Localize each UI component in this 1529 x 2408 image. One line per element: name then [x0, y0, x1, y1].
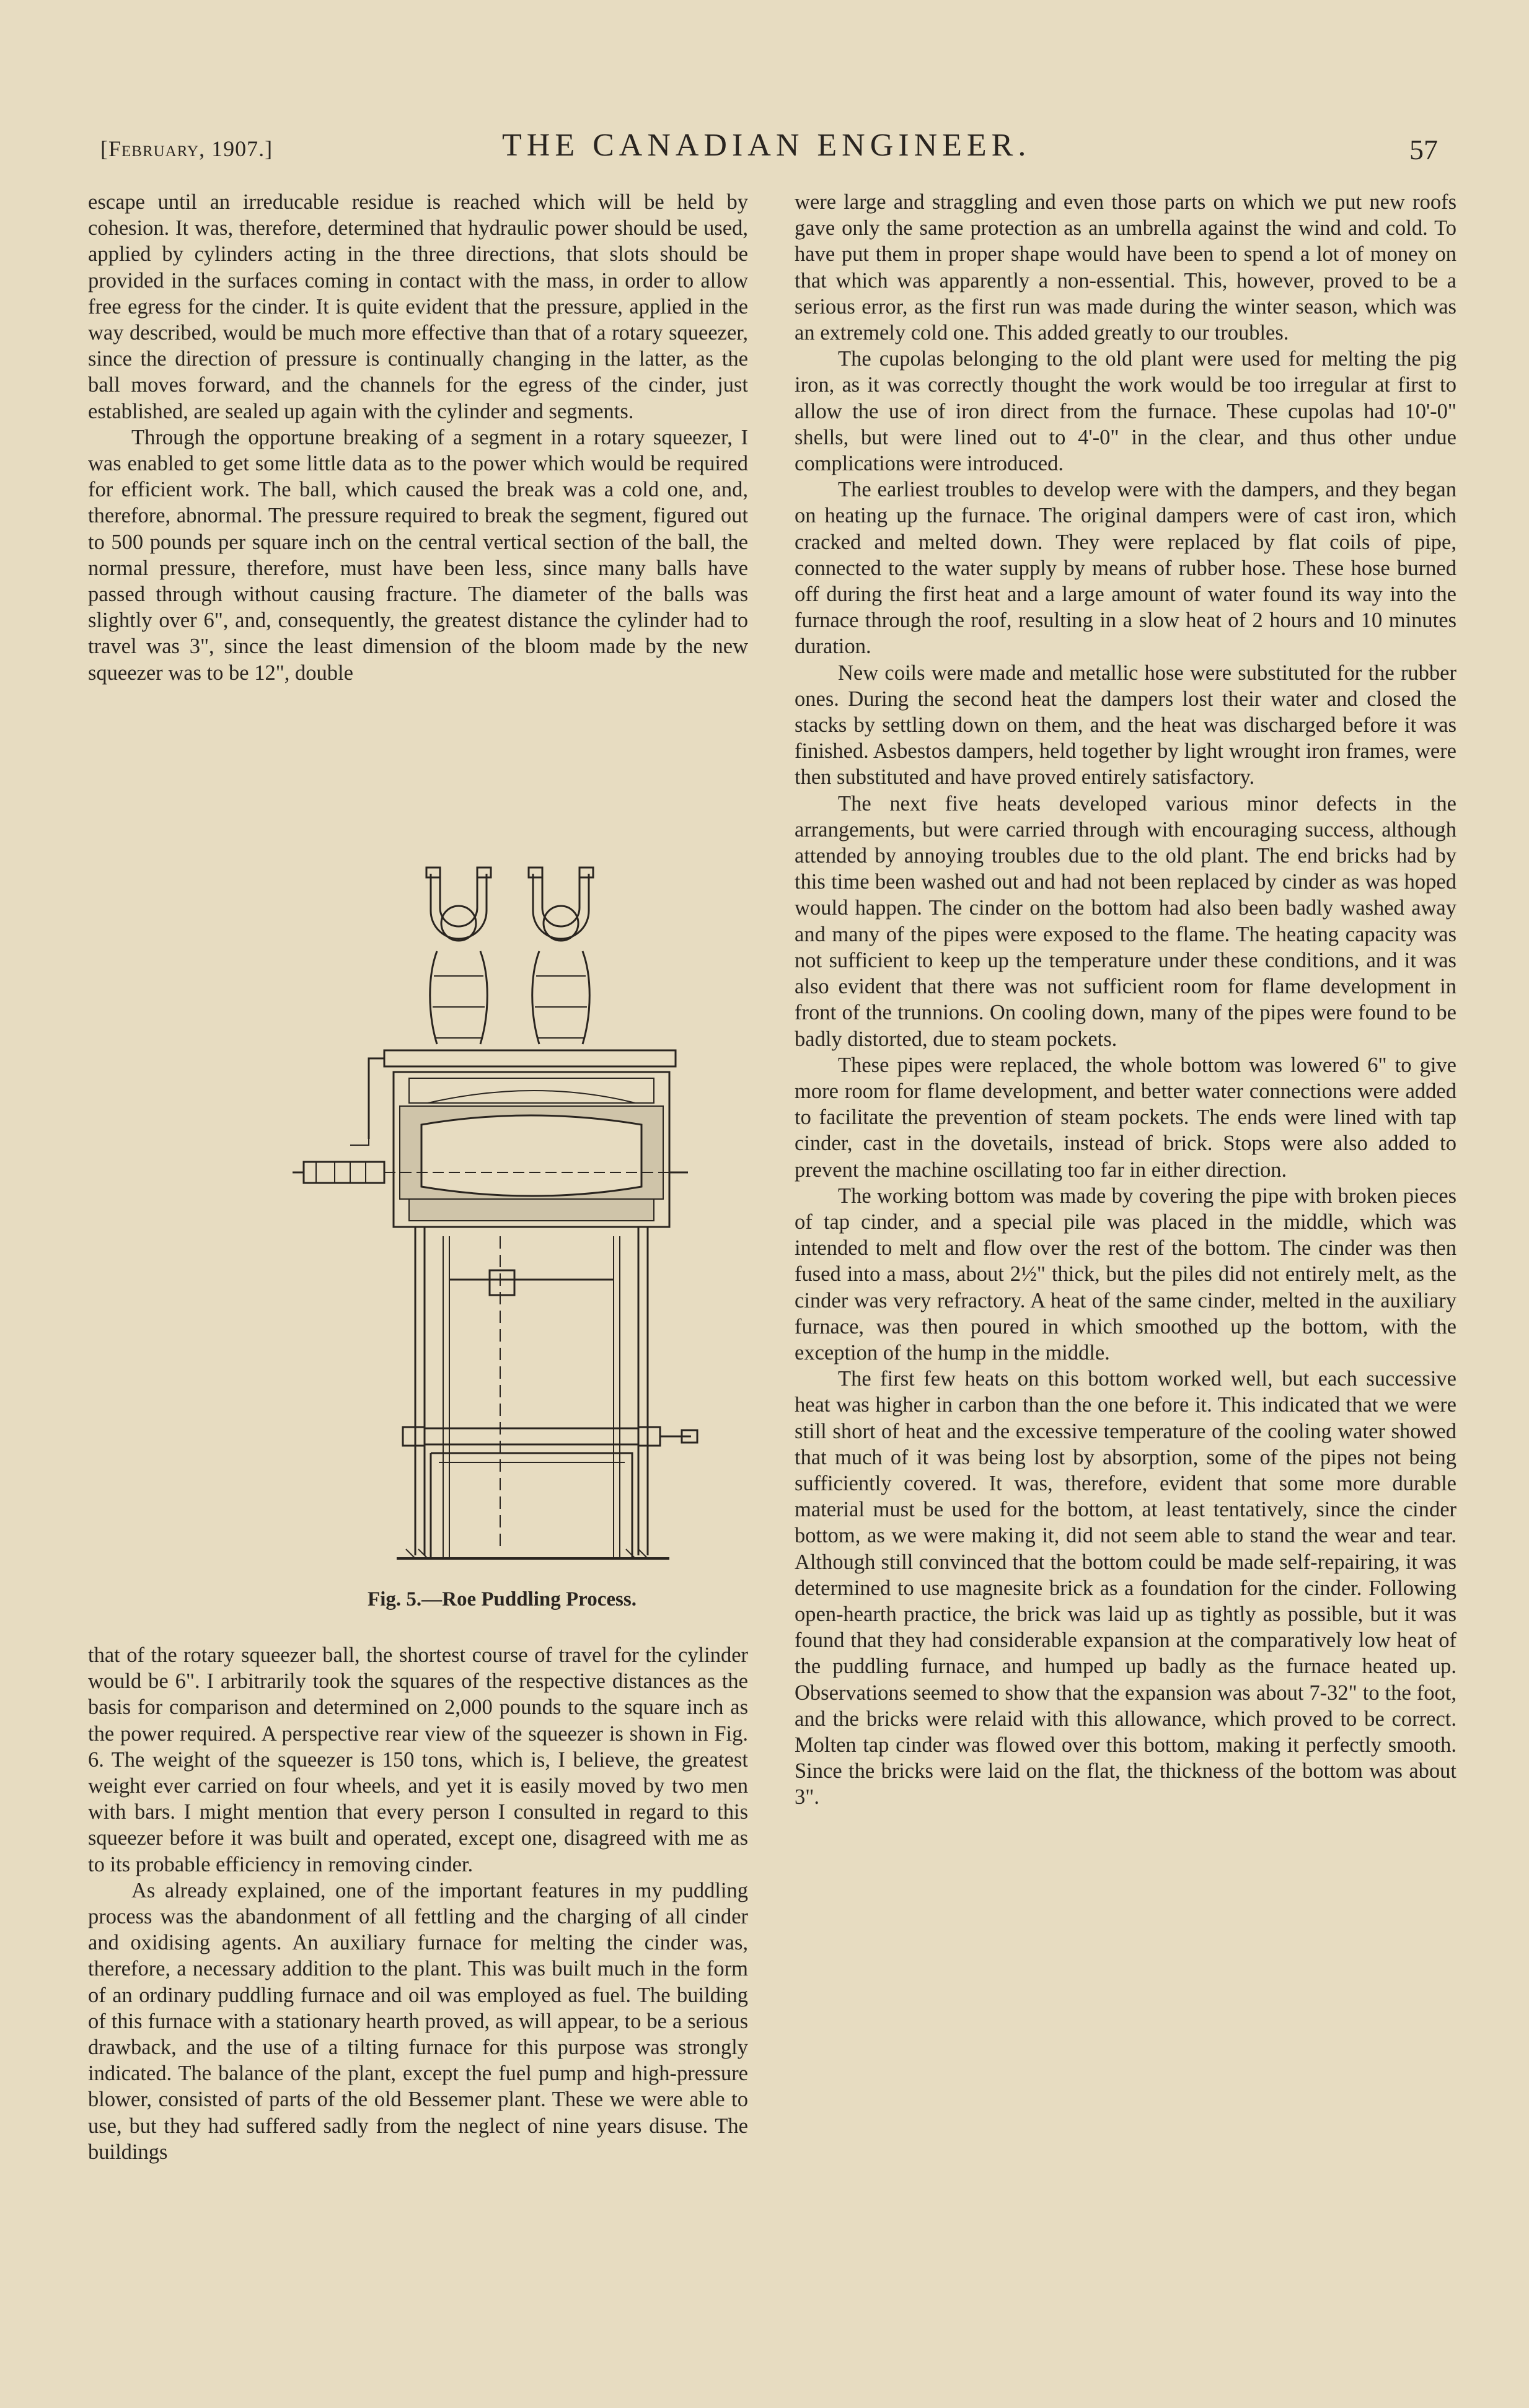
journal-masthead: THE CANADIAN ENGINEER.: [502, 128, 1031, 163]
paragraph: The working bottom was made by covering the pipe with broken pieces of tap cinder, and a special pile was placed in the middle, which was intended to melt and flow over the rest of the bottom. The cinder was then fused into a mass, about 2½" thick, but the piles did not entirely melt, as the cinder was very refractory. A heat of the same cinder, melted in the auxiliary furnace, was then poured in which smoothed up the bottom, with the exception of the hump in the middle.: [795, 1184, 1456, 1364]
paragraph: were large and straggling and even those parts on which we put new roofs gave only the same protection as an umbrella against the wind and cold. To have put them in proper shape would have been to spend a lot of money on that which was apparently a non-essential. This, however, proved to be a serious error, as the first run was made during the winter season, which was an extremely cold one. This added greatly to our troubles.: [795, 190, 1456, 345]
left-column-bottom: [88, 1642, 748, 2165]
paragraph: Through the opportune breaking of a segment in a rotary squeezer, I was enabled to get some little data as to the power which would be required for efficient work. The ball, which caused the break was a cold one, and, therefore, abnormal. The pressure required to break the segment, figured out to 500 pounds per square inch on the central vertical section of the ball, the normal pressure, therefore, must have been less, since many balls have passed through without causing fracture. The diameter of the balls was slightly over 6", and, consequently, the greatest distance the cylinder had to travel was 3", since the least dimension of the bloom made by the new squeezer was to be 12", double: [88, 425, 748, 685]
figure-5: [291, 864, 713, 1610]
page-header: [93, 127, 1438, 170]
paragraph: The next five heats developed various minor defects in the arrangements, but were carried through with encouraging success, although attended by annoying troubles due to the old plant. The end bricks had by this time been washed out and had not been replaced by cinder as was hoped would happen. The cinder on the bottom had also been badly washed away and many of the pipes were exposed to the flame. The heating capacity was not sufficient to keep up the temperature under these conditions, and it was also evident that there was not sufficient room for flame development in front of the trunnions. On cooling down, many of the pipes were found to be badly distorted, due to steam pockets.: [795, 791, 1456, 1051]
paragraph: The first few heats on this bottom worked well, but each successive heat was higher in carbon than the one before it. This indicated that we were still short of heat and the excessive temperature of the cooling water showed that much of it was being lost by absorption, some of the pipes not being sufficiently covered. It was, therefore, evident that some more durable material must be used for the bottom, at least tentatively, since the cinder bottom, as we were making it, did not seem able to stand the wear and tear. Although still convinced that the bottom could be made self-repairing, it was determined to use magnesite brick as a foundation for the cinder. Following open-hearth practice, the brick was laid up as tightly as possible, but it was found that they had considerable expansion at the comparatively low heat of the puddling furnace, and humped up badly as the furnace heated up. Observations seemed to show that the expansion was about 7-32" to the foot, and the bricks were relaid with this allowance, which proved to be correct. Molten tap cinder was flowed over this bottom, making it perfectly smooth. Since the bricks were laid on the flat, the thickness of the bottom was about 3".: [795, 1367, 1456, 1809]
paragraph: As already explained, one of the important features in my puddling process was the abandonment of all fettling and the charging of all cinder and oxidising agents. An auxiliary furnace for melting the cinder was, therefore, a necessary addition to the plant. This was built much in the form of an ordinary puddling furnace and oil was employed as fuel. The building of this furnace with a stationary hearth proved, as will appear, to be a serious drawback, and the use of a tilting furnace for this purpose was strongly indicated. The balance of the plant, except the fuel pump and high-pressure blower, consisted of parts of the old Bessemer plant. These we were able to use, but they had suffered sadly from the neglect of nine years disuse. The buildings: [88, 1878, 748, 2164]
figure-caption: Fig. 5.—Roe Puddling Process.: [368, 1588, 637, 1610]
paragraph: The earliest troubles to develop were with the dampers, and they began on heating up the furnace. The original dampers were of cast iron, which cracked and melted down. They were replaced by flat coils of pipe, connected to the water supply by means of rubber hose. These hose burned off during the first heat and a large amount of water found its way into the furnace through the roof, resulting in a slow heat of 2 hours and 10 minutes duration.: [795, 478, 1456, 659]
right-column: [795, 189, 1456, 1811]
paragraph: escape until an irreducable residue is reached which will be held by cohesion. It was, therefore, determined that hydraulic power should be used, applied by cylinders acting in the three directions, that slots should be provided in the surfaces coming in contact with the mass, in order to allow free egress for the cinder. It is quite evident that the pressure, applied in the way described, would be much more effective than that of a rotary squeezer, since the direction of pressure is continually changing in the latter, as the ball moves forward, and the channels for the egress of the cinder, just established, are sealed up again with the cylinder and segments.: [88, 190, 748, 423]
issue-date: [February, 1907.]: [100, 136, 273, 161]
puddling-furnace-drawing: [291, 864, 713, 1577]
paragraph: that of the rotary squeezer ball, the shortest course of travel for the cylinder would be 6". I arbitrarily took the squares of the respective distances as the basis for comparison and determined on 2,000 pounds to the square inch as the power required. A perspective rear view of the squeezer is shown in Fig. 6. The weight of the squeezer is 150 tons, which is, I believe, the greatest weight ever carried on four wheels, and yet it is easily moved by two men with bars. I might mention that every person I consulted in regard to this squeezer before it was built and operated, except one, disagreed with me as to its probable efficiency in removing cinder.: [88, 1643, 748, 1876]
page-number: 57: [1409, 134, 1438, 165]
paragraph: These pipes were replaced, the whole bottom was lowered 6" to give more room for flame development, and better water connections were added to facilitate the prevention of steam pockets. The ends were lined with tap cinder, cast in the dovetails, instead of brick. Stops were also added to prevent the machine oscillating too far in either direction.: [795, 1053, 1456, 1182]
paragraph: The cupolas belonging to the old plant were used for melting the pig iron, as it was correctly thought the work would be too irregular at first to allow the use of iron direct from the furnace. These cupolas had 10'-0" shells, but were lined out to 4'-0" in the clear, and thus other undue complications were introduced.: [795, 347, 1456, 476]
paragraph: New coils were made and metallic hose were substituted for the rubber ones. During the second heat the dampers lost their water and closed the stacks by settling down on them, and the heat was discharged before it was finished. Asbestos dampers, held together by light wrought iron frames, were then substituted and have proved entirely satisfactory.: [795, 661, 1456, 789]
left-column-top: [88, 189, 748, 686]
